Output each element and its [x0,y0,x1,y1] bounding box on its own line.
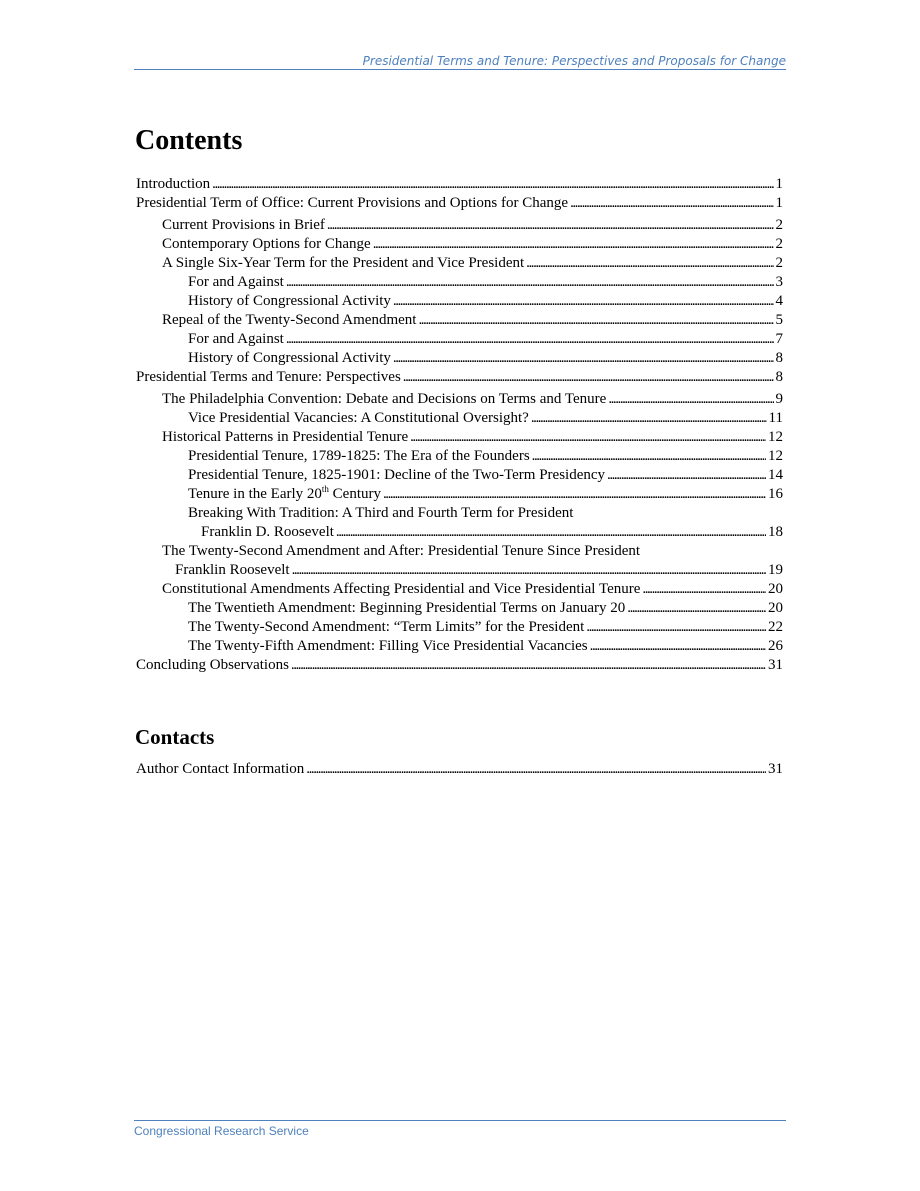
toc-page-number: 19 [768,562,783,578]
dot-leader [286,330,774,349]
dot-leader [532,447,766,466]
dot-leader [306,760,766,779]
toc-entry-title: Introduction [136,176,211,192]
dot-leader [418,311,773,330]
toc-page-number: 8 [775,369,783,385]
toc-entry-title: The Twenty-Second Amendment: “Term Limits” for the President [188,619,585,635]
contacts-heading: Contacts [135,725,215,749]
toc-page-number: 14 [768,467,783,483]
toc-page-number: 11 [768,410,783,426]
toc-page-number: 22 [768,619,783,635]
dot-leader [336,523,766,542]
toc-entry-title: History of Congressional Activity [188,350,391,366]
toc-page-number: 2 [775,236,783,252]
dot-leader [586,618,766,637]
toc-entry-title: The Twentieth Amendment: Beginning Presidential Terms on January 20 [188,600,626,616]
toc-entry-twenty-second-amendment[interactable] [136,618,783,637]
toc-entry-title-continued: Franklin Roosevelt [175,562,290,578]
toc-entry-title-part: Tenure in the Early 20 [188,486,322,502]
toc-entry-for-and-against[interactable] [136,273,783,292]
toc-page-number: 31 [768,761,783,777]
toc-page-number: 9 [775,391,783,407]
ordinal-superscript: th [321,484,329,494]
toc-entry-current-provisions[interactable] [136,216,783,235]
toc-entry-title: Presidential Tenure, 1789-1825: The Era of the Founders [188,448,530,464]
toc-entry-history-congressional-activity-2[interactable] [136,349,783,368]
toc-page-number: 20 [768,600,783,616]
toc-entry-title: Presidential Terms and Tenure: Perspectives [136,369,401,385]
contacts-list [136,760,783,779]
toc-entry-title: Constitutional Amendments Affecting Presidential and Vice Presidential Tenure [162,581,641,597]
dot-leader [607,466,766,485]
dot-leader [383,485,766,504]
toc-entry-title: Concluding Observations [136,657,289,673]
toc-entry-constitutional-amendments[interactable] [136,580,783,599]
toc-entry-title: Presidential Tenure, 1825-1901: Decline of the Two-Term Presidency [188,467,606,483]
toc-entry-title: The Philadelphia Convention: Debate and Decisions on Terms and Tenure [162,391,607,407]
toc-entry-twentieth-amendment[interactable] [136,599,783,618]
toc-entry-introduction[interactable] [136,175,783,194]
dot-leader [212,175,773,194]
toc-entry-concluding-observations[interactable] [136,656,783,675]
toc-entry-presidential-term[interactable] [136,194,783,213]
toc-entry-title: Author Contact Information [136,761,305,777]
toc-entry-title-continued: Franklin D. Roosevelt [201,524,334,540]
toc-entry-title [188,485,381,504]
toc-page-number: 12 [768,429,783,445]
toc-entry-title: For and Against [188,274,284,290]
toc-entry-title: The Twenty-Fifth Amendment: Filling Vice Presidential Vacancies [188,638,588,654]
toc-entry-title: History of Congressional Activity [188,293,391,309]
toc-page-number: 2 [775,217,783,233]
dot-leader [291,656,766,675]
toc-entry-single-six-year-term[interactable] [136,254,783,273]
toc-entry-title: Breaking With Tradition: A Third and Fourth Term for President [188,505,574,521]
toc-entry-repeal-twenty-second[interactable] [136,311,783,330]
dot-leader [642,580,766,599]
toc-entry-history-congressional-activity[interactable] [136,292,783,311]
toc-entry-twenty-second-and-after[interactable] [136,542,783,580]
dot-leader [286,273,774,292]
dot-leader [590,637,766,656]
toc-entry-for-and-against-2[interactable] [136,330,783,349]
toc-entry-philadelphia-convention[interactable] [136,390,783,409]
toc-entry-title: A Single Six-Year Term for the President and Vice President [162,255,525,271]
toc-page-number: 3 [775,274,783,290]
toc-entry-contemporary-options[interactable] [136,235,783,254]
toc-entry-title: Contemporary Options for Change [162,236,371,252]
toc-page-number: 18 [768,524,783,540]
dot-leader [327,216,774,235]
dot-leader [403,368,774,387]
contents-heading: Contents [135,125,243,156]
toc-page-number: 26 [768,638,783,654]
toc-entry-tenure-1825-1901[interactable] [136,466,783,485]
dot-leader [410,428,766,447]
dot-leader [292,561,766,580]
dot-leader [393,292,774,311]
toc-entry-title: Presidential Term of Office: Current Provisions and Options for Change [136,195,569,211]
toc-page-number: 2 [775,255,783,271]
toc-entry-breaking-with-tradition[interactable] [136,504,783,542]
page-footer: Congressional Research Service [134,1120,786,1138]
toc-entry-vice-presidential-vacancies[interactable] [136,409,783,428]
toc-entry-title: The Twenty-Second Amendment and After: Presidential Tenure Since President [162,543,641,559]
toc-entry-author-contact[interactable] [136,760,783,779]
toc-page-number: 16 [768,486,783,502]
toc-entry-title: For and Against [188,331,284,347]
toc-page-number: 4 [775,293,783,309]
toc-entry-twenty-fifth-amendment[interactable] [136,637,783,656]
toc-entry-tenure-1789-1825[interactable] [136,447,783,466]
toc-entry-title: Vice Presidential Vacancies: A Constitutional Oversight? [188,410,529,426]
dot-leader [393,349,774,368]
toc-page-number: 20 [768,581,783,597]
toc-entry-title-part: Century [328,486,381,502]
dot-leader [627,599,766,618]
toc-page-number: 7 [775,331,783,347]
toc-entry-perspectives[interactable] [136,368,783,387]
toc-page-number: 1 [775,195,783,211]
table-of-contents [136,175,783,675]
running-header: Presidential Terms and Tenure: Perspectives and Proposals for Change [134,54,786,70]
toc-page-number: 31 [768,657,783,673]
toc-entry-title: Historical Patterns in Presidential Tenure [162,429,409,445]
dot-leader [608,390,773,409]
toc-page-number: 12 [768,448,783,464]
toc-page-number: 8 [775,350,783,366]
dot-leader [526,254,773,273]
dot-leader [570,194,773,213]
dot-leader [531,409,767,428]
dot-leader [373,235,774,254]
toc-entry-title: Current Provisions in Brief [162,217,325,233]
toc-page-number: 5 [775,312,783,328]
toc-entry-title: Repeal of the Twenty-Second Amendment [162,312,417,328]
toc-entry-historical-patterns[interactable] [136,428,783,447]
toc-page-number: 1 [775,176,783,192]
toc-entry-early-20th-century[interactable] [136,485,783,504]
